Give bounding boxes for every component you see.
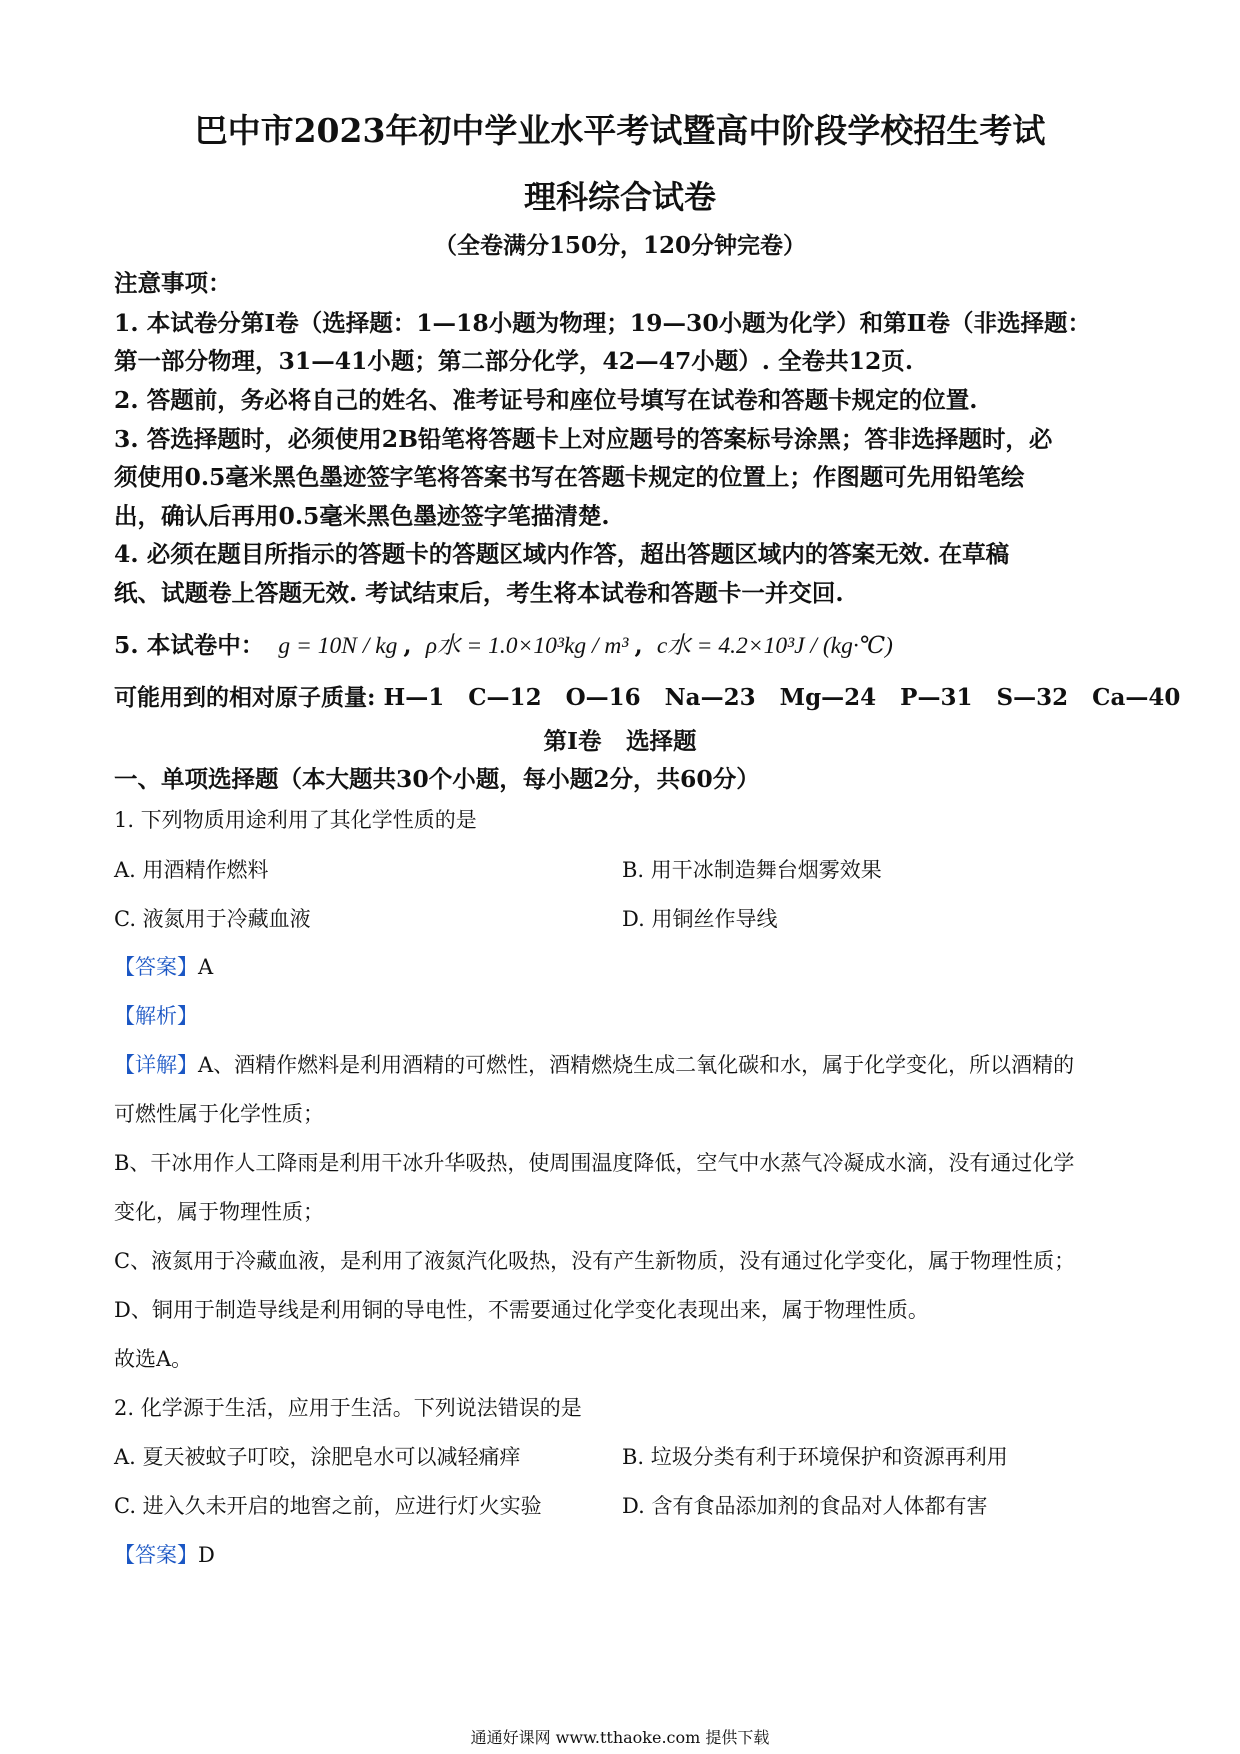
q1-detail-2: 可燃性属于化学性质；: [114, 1102, 324, 1126]
section-title: 第Ⅰ卷 选择题: [543, 727, 697, 755]
q2-option-a: A. 夏天被蚊子叮咬，涂肥皂水可以减轻痛痒: [114, 1445, 521, 1469]
section-part: 一、单项选择题（本大题共30个小题，每小题2分，共60分）: [114, 765, 760, 793]
q2-option-d: D. 含有食品添加剂的食品对人体都有害: [622, 1494, 988, 1518]
page-footer: 通通好课网 www.tthaoke.com 提供下载: [470, 1728, 770, 1747]
q1-option-d: D. 用铜丝作导线: [622, 907, 778, 931]
note-3b: 须使用0.5毫米黑色墨迹签字笔将答案书写在答题卡规定的位置上；作图题可先用铅笔绘: [114, 463, 1025, 491]
formula-water-heat: c水 = 4.2×10³J / (kg·℃): [656, 633, 893, 659]
answer-value: A: [198, 955, 214, 979]
q1-option-b: B. 用干冰制造舞台烟雾效果: [622, 858, 882, 882]
q2-option-b: B. 垃圾分类有利于环境保护和资源再利用: [622, 1445, 1008, 1469]
answer-label: 【答案】: [114, 955, 198, 979]
q1-detail-3: B、干冰用作人工降雨是利用干冰升华吸热，使周围温度降低，空气中水蒸气冷凝成水滴，没有通过化学: [114, 1151, 1075, 1175]
q2-stem: 2. 化学源于生活，应用于生活。下列说法错误的是: [114, 1396, 582, 1420]
note-1a: 1. 本试卷分第Ⅰ卷（选择题：1—18小题为物理；19—30小题为化学）和第Ⅱ卷（非选择题：: [114, 309, 1091, 337]
note-5: 5. 本试卷中： g = 10N / kg , ρ水 = 1.0×10³kg / m³ , c水 = 4.2×10³J / (kg·℃): [114, 631, 893, 659]
q1-detail-5: C、液氮用于冷藏血液，是利用了液氮汽化吸热，没有产生新物质，没有通过化学变化，属于物理性质；: [114, 1249, 1076, 1273]
q2-answer: [114, 1540, 215, 1570]
detail-label: 【详解】: [114, 1053, 198, 1077]
q1-stem: 1. 下列物质用途利用了其化学性质的是: [114, 808, 477, 832]
q1-detail-7: 故选A。: [114, 1347, 193, 1371]
note-4b: 纸、试题卷上答题无效. 考试结束后，考生将本试卷和答题卡一并交回.: [114, 579, 844, 607]
q1-option-a: A. 用酒精作燃料: [114, 858, 269, 882]
exam-subtitle: 理科综合试卷: [523, 178, 716, 216]
note-3c: 出，确认后再用0.5毫米黑色墨迹签字笔描清楚.: [114, 502, 610, 530]
formula-gravity: g = 10N / kg: [278, 633, 398, 659]
answer-value: D: [198, 1543, 215, 1567]
q1-answer: [114, 952, 213, 982]
q2-option-c: C. 进入久未开启的地窖之前，应进行灯火实验: [114, 1494, 542, 1518]
notes-heading: 注意事项：: [114, 269, 232, 297]
note-4a: 4. 必须在题目所指示的答题卡的答题区域内作答，超出答题区域内的答案无效. 在草稿: [114, 540, 1010, 568]
exam-info: （全卷满分150分，120分钟完卷）: [433, 232, 807, 259]
note-2: 2. 答题前，务必将自己的姓名、准考证号和座位号填写在试卷和答题卡规定的位置.: [114, 386, 978, 414]
note-5-label: 5. 本试卷中：: [114, 631, 265, 659]
answer-label: 【答案】: [114, 1543, 198, 1567]
exam-title: 巴中市2023年初中学业水平考试暨高中阶段学校招生考试: [194, 111, 1046, 150]
formula-water-density: ρ水 = 1.0×10³kg / m³: [425, 633, 629, 659]
q1-detail-6: D、铜用于制造导线是利用铜的导电性，不需要通过化学变化表现出来，属于物理性质。: [114, 1298, 929, 1322]
note-3a: 3. 答选择题时，必须使用2B铅笔将答题卡上对应题号的答案标号涂黑；答非选择题时，必: [114, 425, 1053, 453]
q1-detail-4: 变化，属于物理性质；: [114, 1200, 324, 1224]
note-1b: 第一部分物理，31—41小题；第二部分化学，42—47小题）. 全卷共12页.: [114, 347, 914, 375]
q1-detail-1: 【详解】A、酒精作燃料是利用酒精的可燃性，酒精燃烧生成二氧化碳和水，属于化学变化，所以酒精的: [114, 1053, 1075, 1077]
q1-option-c: C. 液氮用于冷藏血液: [114, 907, 311, 931]
atomic-masses: 可能用到的相对原子质量: H—1 C—12 O—16 Na—23 Mg—24 P—31 S—32 Ca—40: [114, 684, 1181, 711]
q1-analysis-label: 【解析】: [114, 1004, 198, 1028]
